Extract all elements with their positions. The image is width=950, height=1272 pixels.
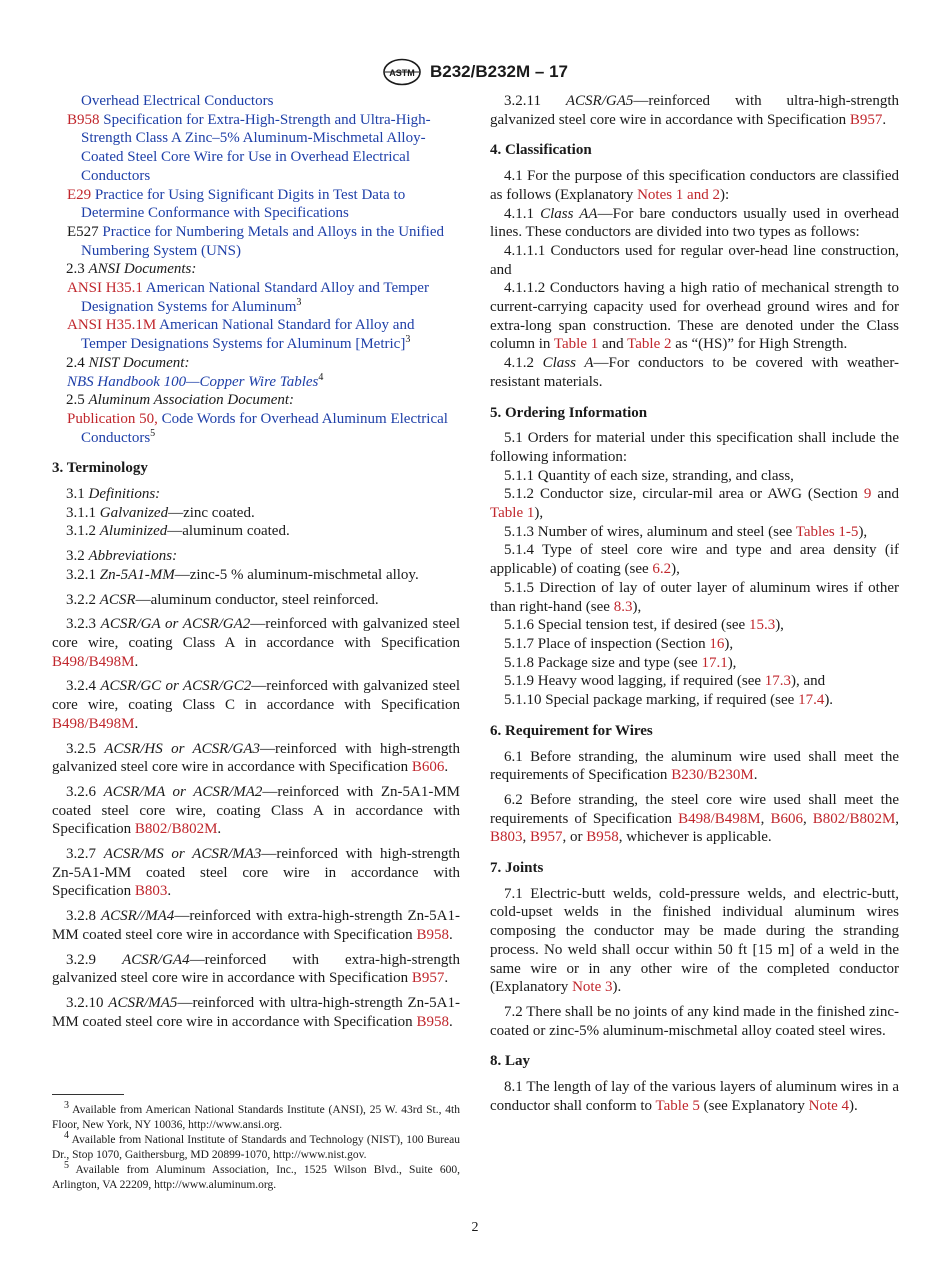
reference-ansi-h35-1 — [52, 279, 460, 316]
reference-title[interactable]: Practice for Using Significant Digits in Test Data to Determine Conformance with Specifications — [81, 186, 406, 222]
section-link[interactable]: 9 — [863, 486, 872, 503]
note-link[interactable]: Note 4 — [808, 1097, 850, 1114]
section-2-3-label: 2.3 ANSI Documents: — [66, 261, 197, 278]
para-5-1-2: 5.1.2 Conductor size, circular-mil area or AWG (Section 9 and Table 1), — [490, 486, 899, 522]
para-7-2: 7.2 There shall be no joints of any kind made in the finished zinc-coated or zinc-5% aluminum-mischmetal alloy coated steel wires. — [490, 1003, 899, 1039]
spec-link[interactable]: B498/B498M — [678, 810, 761, 827]
footnotes — [52, 1094, 460, 1193]
footnote-marker: 3 — [405, 334, 411, 346]
term-3-2-3: 3.2.3 ACSR/GA or ACSR/GA2—reinforced with galvanized steel core wire, coating Class A in accordance with Specification B498/B498M. — [52, 616, 461, 670]
para-6-1: 6.1 Before stranding, the aluminum wire used shall meet the requirements of Specification B230/B230M. — [490, 748, 899, 784]
document-designation: B232/B232M – 17 — [430, 62, 568, 81]
term-3-2-2: 3.2.2 ACSR—aluminum conductor, steel reinforced. — [66, 591, 379, 608]
term-3-2-10: 3.2.10 ACSR/MA5—reinforced with ultra-high-strength Zn-5A1-MM coated steel core wire in accordance with Specification B958. — [52, 994, 461, 1030]
section-link[interactable]: 6.2 — [652, 561, 672, 578]
reference-title[interactable]: Overhead Electrical Conductors — [81, 93, 274, 109]
spec-link[interactable]: B498/B498M — [52, 653, 135, 670]
reference-b958 — [52, 111, 460, 186]
spec-link[interactable]: B803 — [134, 883, 168, 900]
spec-link[interactable]: B958 — [416, 926, 449, 943]
spec-link[interactable]: B230/B230M — [671, 767, 754, 784]
right-column — [490, 92, 899, 1121]
footnote-divider — [52, 1094, 124, 1095]
reference-title[interactable]: Practice for Numbering Metals and Alloys in the Unified Numbering System (UNS) — [81, 223, 445, 259]
section-8-heading: 8. Lay — [490, 1053, 531, 1070]
spec-link[interactable]: B957 — [530, 829, 563, 846]
para-6-2: 6.2 Before stranding, the steel core wire used shall meet the requirements of Specification B498/B498M, B606, B802/B802M, B803, B957, or B958, whichever is applicable. — [490, 791, 900, 846]
section-link[interactable]: 8.3 — [613, 598, 633, 615]
astm-logo-icon — [382, 58, 422, 86]
reference-nbs-handbook — [52, 373, 460, 392]
definitions-label: 3.1 Definitions: — [66, 486, 161, 503]
spec-link[interactable]: B606 — [770, 810, 803, 827]
footnote-4: 4 Available from National Institute of Standards and Technology (NIST), 100 Bureau Dr., Stop 1070, Gaithersburg, MD 20899-1070, http://www.nist.gov. — [52, 1130, 460, 1161]
para-5-1-4: 5.1.4 Type of steel core wire and type and area density (if applicable) of coating (see 6.2), — [490, 542, 899, 578]
page-number: 2 — [471, 1220, 479, 1235]
reference-title[interactable]: NBS Handbook 100—Copper Wire Tables — [67, 373, 319, 390]
section-link[interactable]: 16 — [709, 635, 725, 652]
term-3-2-8: 3.2.8 ACSR//MA4—reinforced with extra-high-strength Zn-5A1-MM coated steel core wire in accordance with Specification B958. — [52, 908, 460, 943]
reference-e527 — [52, 223, 460, 260]
spec-link[interactable]: B803 — [490, 829, 523, 846]
term-3-2-11: 3.2.11 ACSR/GA5—reinforced with ultra-high-strength galvanized steel core wire in accordance with Specification B957. — [490, 93, 900, 128]
section-2-5-label: 2.5 Aluminum Association Document: — [66, 392, 295, 409]
para-4-1-1-2: 4.1.1.2 Conductors having a high ratio of mechanical strength to current-carrying capacity used for overhead ground wires and for extra-long span construction. These are denoted under the Class column in Table 1 and Table 2 as “(HS)” for High Strength. — [490, 280, 899, 353]
term-3-1-1: 3.1.1 Galvanized—zinc coated. — [66, 504, 255, 521]
footnote-3: 3 Available from American National Standards Institute (ANSI), 25 W. 43rd St., 4th Floor, New York, NY 10036, http://www.ansi.org. — [52, 1100, 460, 1131]
logo-text: ASTM — [389, 68, 415, 78]
para-5-1-3: 5.1.3 Number of wires, aluminum and steel (see Tables 1-5), — [504, 523, 868, 540]
table-link[interactable]: Table 2 — [627, 336, 672, 353]
footnote-5: 5 Available from Aluminum Association, Inc., 1525 Wilson Blvd., Suite 600, Arlington, VA 22209, http://www.aluminum.org. — [52, 1160, 460, 1191]
spec-link[interactable]: B498/B498M — [52, 715, 135, 732]
para-4-1-1: 4.1.1 Class AA—For bare conductors usually used in overhead lines. These conductors are divided into two types as follows: — [490, 205, 899, 241]
term-3-2-5: 3.2.5 ACSR/HS or ACSR/GA3—reinforced with high-strength galvanized steel core wire in accordance with Specification B606. — [52, 740, 461, 776]
spec-link[interactable]: B606 — [411, 759, 445, 776]
reference-code[interactable]: ANSI H35.1M — [67, 317, 157, 334]
spec-link[interactable]: B802/B802M — [134, 821, 218, 838]
reference-b957-continuation — [52, 92, 460, 111]
reference-e29 — [52, 186, 460, 223]
section-link[interactable]: 17.3 — [764, 673, 792, 690]
footnote-marker: 5 — [150, 427, 156, 439]
reference-title[interactable]: Specification for Extra-High-Strength and Ultra-High-Strength Class A Zinc–5% Aluminum-Mischmetal Alloy-Coated Steel Core Wire for Use in Overhead Electrical Conductors — [81, 111, 431, 184]
spec-link[interactable]: B958 — [416, 1013, 449, 1030]
para-8-1: 8.1 The length of lay of the various layers of aluminum wires in a conductor shall conform to Table 5 (see Explanatory Note 4). — [490, 1079, 899, 1114]
section-6-heading: 6. Requirement for Wires — [490, 722, 653, 739]
para-4-1-2: 4.1.2 Class A—For conductors to be covered with weather-resistant materials. — [490, 355, 900, 390]
section-3-heading: 3. Terminology — [52, 460, 148, 477]
left-column — [52, 92, 460, 1037]
para-5-1-1: 5.1.1 Quantity of each size, stranding, and class, — [504, 467, 794, 484]
reference-code[interactable]: Publication 50, — [67, 410, 158, 427]
table-link[interactable]: Tables 1-5 — [795, 523, 859, 540]
section-2-4-label: 2.4 NIST Document: — [66, 354, 190, 371]
para-5-1: 5.1 Orders for material under this specification shall include the following information: — [490, 430, 899, 465]
page-header — [0, 58, 950, 91]
spec-link[interactable]: B957 — [411, 970, 445, 987]
reference-title[interactable]: American National Standard for Alloy and Temper Designations Systems for Aluminum [Metric] — [81, 317, 415, 353]
para-5-1-9: 5.1.9 Heavy wood lagging, if required (see 17.3), and — [504, 673, 826, 690]
section-link[interactable]: 15.3 — [748, 617, 776, 634]
reference-code[interactable]: B958 — [67, 111, 100, 128]
term-3-2-9: 3.2.9 ACSR/GA4—reinforced with extra-high-strength galvanized steel core wire in accordance with Specification B957. — [52, 951, 460, 987]
para-5-1-7: 5.1.7 Place of inspection (Section 16), — [504, 635, 734, 652]
term-3-2-1: 3.2.1 Zn-5A1-MM—zinc-5 % aluminum-mischmetal alloy. — [66, 566, 419, 583]
para-7-1: 7.1 Electric-butt welds, cold-pressure welds, and electric-butt, cold-upset welds in the finished individual aluminum wires composing the conductor may be made during the stranding process. No weld shall occur within 50 ft [15 m] of a weld in the same wire or in any other wire of the completed conductor (Explanatory Note 3). — [490, 885, 899, 996]
reference-code[interactable]: ANSI H35.1 — [67, 280, 143, 297]
footnote-marker: 3 — [296, 296, 302, 308]
para-4-1: 4.1 For the purpose of this specification conductors are classified as follows (Explanatory Notes 1 and 2): — [490, 168, 899, 203]
para-5-1-10: 5.1.10 Special package marking, if required (see 17.4). — [504, 692, 834, 709]
reference-code[interactable]: E29 — [67, 186, 92, 203]
abbreviations-label: 3.2 Abbreviations: — [66, 548, 178, 565]
note-link[interactable]: Notes 1 and 2 — [637, 186, 720, 203]
reference-ansi-h35-1m — [52, 316, 460, 353]
term-3-2-6: 3.2.6 ACSR/MA or ACSR/MA2—reinforced with Zn-5A1-MM coated steel core wire, coating Class A in accordance with Specification B802/B802M. — [52, 783, 460, 838]
table-link[interactable]: Table 1 — [490, 505, 535, 522]
spec-link[interactable]: B957 — [849, 111, 883, 128]
note-link[interactable]: Note 3 — [572, 979, 613, 996]
footnote-marker: 4 — [318, 371, 324, 383]
para-5-1-5: 5.1.5 Direction of lay of outer layer of aluminum wires if other than right-hand (see 8.3), — [490, 579, 899, 615]
reference-publication-50 — [52, 410, 460, 447]
section-7-heading: 7. Joints — [490, 860, 544, 877]
section-5-heading: 5. Ordering Information — [490, 404, 648, 421]
term-3-2-4: 3.2.4 ACSR/GC or ACSR/GC2—reinforced with galvanized steel core wire, coating Class C in accordance with Specification B498/B498M. — [52, 678, 460, 732]
para-4-1-1-1: 4.1.1.1 Conductors used for regular over-head line construction, and — [490, 242, 899, 278]
term-3-1-2: 3.1.2 Aluminized—aluminum coated. — [66, 523, 290, 540]
section-link[interactable]: 17.4 — [798, 692, 825, 709]
para-5-1-6: 5.1.6 Special tension test, if desired (see 15.3), — [504, 617, 784, 634]
para-5-1-8: 5.1.8 Package size and type (see 17.1), — [504, 654, 737, 671]
section-link[interactable]: 17.1 — [701, 654, 728, 671]
reference-title[interactable]: Code Words for Overhead Aluminum Electrical Conductors — [81, 410, 448, 446]
term-3-2-7: 3.2.7 ACSR/MS or ACSR/MA3—reinforced with high-strength Zn-5A1-MM coated steel core wire in accordance with Specification B803. — [52, 846, 461, 900]
table-link[interactable]: Table 1 — [553, 336, 599, 353]
reference-title[interactable]: American National Standard Alloy and Temper Designation Systems for Aluminum — [81, 280, 429, 315]
spec-link[interactable]: B802/B802M — [812, 810, 896, 827]
reference-code: E527 — [67, 223, 99, 240]
section-4-heading: 4. Classification — [490, 142, 592, 159]
table-link[interactable]: Table 5 — [655, 1097, 700, 1114]
spec-link[interactable]: B958 — [586, 829, 619, 846]
